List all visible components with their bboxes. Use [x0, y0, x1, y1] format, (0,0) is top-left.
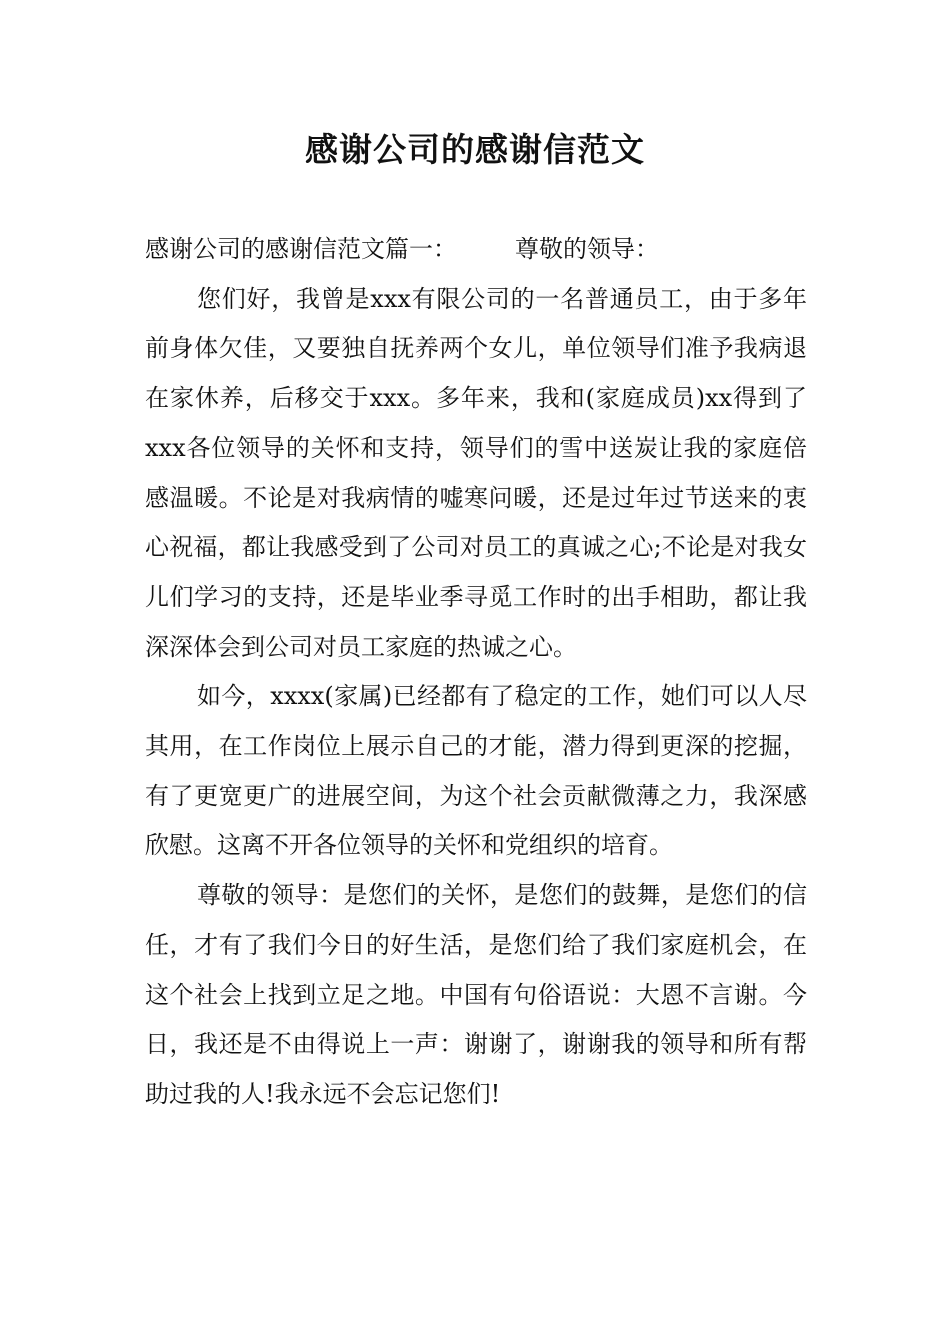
paragraph-1: 您们好，我曾是xxx有限公司的一名普通员工，由于多年前身体欠佳，又要独自抚养两个女儿，单位领导们准予我病退在家休养，后移交于xxx。多年来，我和(家庭成员)xx得到了xxx各位领导的关怀和支持，领导们的雪中送炭让我的家庭倍感温暖。不论是对我病情的嘘寒问暖，还是过年过节送来的衷心祝福，都让我感受到了公司对员工的真诚之心;不论是对我女儿们学习的支持，还是毕业季寻觅工作时的出手相助，都让我深深体会到公司对员工家庭的热诚之心。 — [145, 284, 807, 661]
paragraph-3: 尊敬的领导：是您们的关怀，是您们的鼓舞，是您们的信任，才有了我们今日的好生活，是您们给了我们家庭机会，在这个社会上找到立足之地。中国有句俗语说：大恩不言谢。今日，我还是不由得说上一声：谢谢了，谢谢我的领导和所有帮助过我的人!我永远不会忘记您们! — [145, 881, 807, 1108]
document-title: 感谢公司的感谢信范文 — [305, 130, 645, 169]
document-body — [145, 225, 807, 1120]
section-heading: 感谢公司的感谢信范文篇一： — [145, 235, 457, 263]
section-heading-line — [145, 225, 807, 275]
salutation: 尊敬的领导： — [515, 235, 659, 263]
paragraph-2: 如今，xxxx(家属)已经都有了稳定的工作，她们可以人尽其用，在工作岗位上展示自己的才能，潜力得到更深的挖掘，有了更宽更广的进展空间，为这个社会贡献微薄之力，我深感欣慰。这离不开各位领导的关怀和党组织的培育。 — [145, 682, 807, 860]
